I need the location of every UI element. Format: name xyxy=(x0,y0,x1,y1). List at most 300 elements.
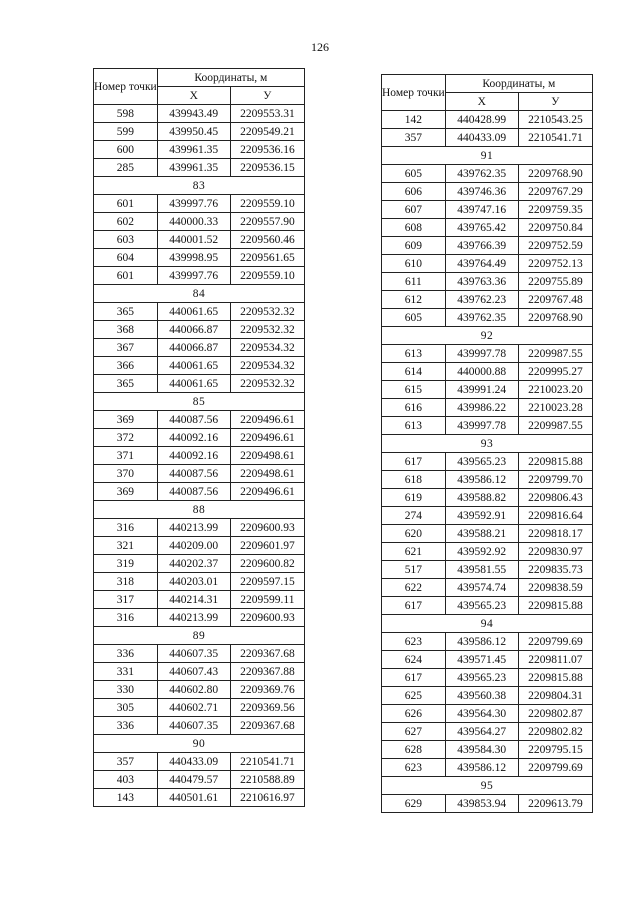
x-coordinate-cell: 439586.12 xyxy=(445,633,518,651)
group-row xyxy=(382,615,593,633)
point-number-cell: 598 xyxy=(94,105,158,123)
table-row xyxy=(94,105,305,123)
y-coordinate-cell: 2209560.46 xyxy=(230,231,304,249)
point-number-cell: 602 xyxy=(94,213,158,231)
table-row xyxy=(382,507,593,525)
table-row xyxy=(382,363,593,381)
header-y: У xyxy=(230,87,304,105)
x-coordinate-cell: 440066.87 xyxy=(157,339,230,357)
table-row xyxy=(94,195,305,213)
table-row xyxy=(382,489,593,507)
point-number-cell: 618 xyxy=(382,471,446,489)
x-coordinate-cell: 440203.01 xyxy=(157,573,230,591)
y-coordinate-cell: 2209752.59 xyxy=(518,237,592,255)
x-coordinate-cell: 439560.38 xyxy=(445,687,518,705)
y-coordinate-cell: 2209496.61 xyxy=(230,483,304,501)
point-number-cell: 371 xyxy=(94,447,158,465)
point-number-cell: 403 xyxy=(94,771,158,789)
y-coordinate-cell: 2209838.59 xyxy=(518,579,592,597)
header-x: X xyxy=(445,93,518,111)
y-coordinate-cell: 2210023.20 xyxy=(518,381,592,399)
point-number-cell: 616 xyxy=(382,399,446,417)
x-coordinate-cell: 439763.36 xyxy=(445,273,518,291)
y-coordinate-cell: 2209561.65 xyxy=(230,249,304,267)
x-coordinate-cell: 440061.65 xyxy=(157,357,230,375)
point-number-cell: 369 xyxy=(94,483,158,501)
table-row xyxy=(382,525,593,543)
x-coordinate-cell: 439588.21 xyxy=(445,525,518,543)
y-coordinate-cell: 2209536.15 xyxy=(230,159,304,177)
y-coordinate-cell: 2209799.70 xyxy=(518,471,592,489)
x-coordinate-cell: 439764.49 xyxy=(445,255,518,273)
x-coordinate-cell: 439997.78 xyxy=(445,417,518,435)
y-coordinate-cell: 2209498.61 xyxy=(230,447,304,465)
x-coordinate-cell: 440501.61 xyxy=(157,789,230,807)
table-row xyxy=(94,429,305,447)
table-row xyxy=(94,609,305,627)
table-row xyxy=(94,789,305,807)
point-number-cell: 336 xyxy=(94,645,158,663)
table-row xyxy=(382,687,593,705)
y-coordinate-cell: 2209987.55 xyxy=(518,417,592,435)
group-number: 94 xyxy=(382,615,593,633)
y-coordinate-cell: 2210543.25 xyxy=(518,111,592,129)
header-y: У xyxy=(518,93,592,111)
point-number-cell: 601 xyxy=(94,267,158,285)
point-number-cell: 316 xyxy=(94,519,158,537)
x-coordinate-cell: 440202.37 xyxy=(157,555,230,573)
table-row xyxy=(94,231,305,249)
y-coordinate-cell: 2209767.29 xyxy=(518,183,592,201)
y-coordinate-cell: 2209367.88 xyxy=(230,663,304,681)
point-number-cell: 274 xyxy=(382,507,446,525)
point-number-cell: 624 xyxy=(382,651,446,669)
x-coordinate-cell: 439565.23 xyxy=(445,597,518,615)
x-coordinate-cell: 439853.94 xyxy=(445,795,518,813)
x-coordinate-cell: 439762.35 xyxy=(445,165,518,183)
group-number: 83 xyxy=(94,177,305,195)
point-number-cell: 613 xyxy=(382,345,446,363)
x-coordinate-cell: 439961.35 xyxy=(157,159,230,177)
table-row xyxy=(382,453,593,471)
x-coordinate-cell: 440092.16 xyxy=(157,429,230,447)
x-coordinate-cell: 439581.55 xyxy=(445,561,518,579)
y-coordinate-cell: 2209799.69 xyxy=(518,633,592,651)
table-row xyxy=(94,483,305,501)
point-number-cell: 365 xyxy=(94,303,158,321)
point-number-cell: 607 xyxy=(382,201,446,219)
point-number-cell: 615 xyxy=(382,381,446,399)
y-coordinate-cell: 2209534.32 xyxy=(230,339,304,357)
group-number: 89 xyxy=(94,627,305,645)
point-number-cell: 627 xyxy=(382,723,446,741)
x-coordinate-cell: 439574.74 xyxy=(445,579,518,597)
table-row xyxy=(382,165,593,183)
point-number-cell: 623 xyxy=(382,759,446,777)
x-coordinate-cell: 439991.24 xyxy=(445,381,518,399)
x-coordinate-cell: 440213.99 xyxy=(157,609,230,627)
table-row xyxy=(94,537,305,555)
table-row xyxy=(382,543,593,561)
y-coordinate-cell: 2209369.56 xyxy=(230,699,304,717)
y-coordinate-cell: 2209795.15 xyxy=(518,741,592,759)
point-number-cell: 142 xyxy=(382,111,446,129)
y-coordinate-cell: 2209811.07 xyxy=(518,651,592,669)
point-number-cell: 622 xyxy=(382,579,446,597)
group-number: 90 xyxy=(94,735,305,753)
x-coordinate-cell: 439584.30 xyxy=(445,741,518,759)
point-number-cell: 612 xyxy=(382,291,446,309)
group-number: 84 xyxy=(94,285,305,303)
table-row xyxy=(94,753,305,771)
y-coordinate-cell: 2209369.76 xyxy=(230,681,304,699)
x-coordinate-cell: 440092.16 xyxy=(157,447,230,465)
point-number-cell: 357 xyxy=(382,129,446,147)
y-coordinate-cell: 2209750.84 xyxy=(518,219,592,237)
y-coordinate-cell: 2209987.55 xyxy=(518,345,592,363)
point-number-cell: 367 xyxy=(94,339,158,357)
table-row xyxy=(94,213,305,231)
group-row xyxy=(382,777,593,795)
point-number-cell: 365 xyxy=(94,375,158,393)
x-coordinate-cell: 439997.76 xyxy=(157,267,230,285)
coordinates-table-left xyxy=(93,68,305,807)
table-row xyxy=(94,717,305,735)
x-coordinate-cell: 439943.49 xyxy=(157,105,230,123)
y-coordinate-cell: 2209752.13 xyxy=(518,255,592,273)
x-coordinate-cell: 439564.30 xyxy=(445,705,518,723)
table-row xyxy=(382,399,593,417)
table-row xyxy=(94,267,305,285)
x-coordinate-cell: 439765.42 xyxy=(445,219,518,237)
table-row xyxy=(382,561,593,579)
x-coordinate-cell: 439766.39 xyxy=(445,237,518,255)
y-coordinate-cell: 2209816.64 xyxy=(518,507,592,525)
point-number-cell: 605 xyxy=(382,165,446,183)
table-row xyxy=(94,249,305,267)
x-coordinate-cell: 440602.71 xyxy=(157,699,230,717)
x-coordinate-cell: 439592.92 xyxy=(445,543,518,561)
y-coordinate-cell: 2209600.93 xyxy=(230,519,304,537)
x-coordinate-cell: 440214.31 xyxy=(157,591,230,609)
table-body-right xyxy=(382,111,593,813)
y-coordinate-cell: 2210588.89 xyxy=(230,771,304,789)
y-coordinate-cell: 2209549.21 xyxy=(230,123,304,141)
y-coordinate-cell: 2209815.88 xyxy=(518,669,592,687)
x-coordinate-cell: 439588.82 xyxy=(445,489,518,507)
x-coordinate-cell: 439565.23 xyxy=(445,669,518,687)
point-number-cell: 372 xyxy=(94,429,158,447)
group-row xyxy=(94,285,305,303)
point-number-cell: 613 xyxy=(382,417,446,435)
table-row xyxy=(382,741,593,759)
y-coordinate-cell: 2209559.10 xyxy=(230,195,304,213)
point-number-cell: 331 xyxy=(94,663,158,681)
point-number-cell: 608 xyxy=(382,219,446,237)
point-number-cell: 370 xyxy=(94,465,158,483)
x-coordinate-cell: 439592.91 xyxy=(445,507,518,525)
x-coordinate-cell: 439997.78 xyxy=(445,345,518,363)
table-row xyxy=(94,339,305,357)
table-row xyxy=(382,471,593,489)
point-number-cell: 604 xyxy=(94,249,158,267)
point-number-cell: 617 xyxy=(382,453,446,471)
x-coordinate-cell: 440479.57 xyxy=(157,771,230,789)
y-coordinate-cell: 2209599.11 xyxy=(230,591,304,609)
table-row xyxy=(94,663,305,681)
y-coordinate-cell: 2209601.97 xyxy=(230,537,304,555)
table-row xyxy=(94,681,305,699)
y-coordinate-cell: 2209830.97 xyxy=(518,543,592,561)
table-row xyxy=(94,771,305,789)
y-coordinate-cell: 2209804.31 xyxy=(518,687,592,705)
x-coordinate-cell: 439986.22 xyxy=(445,399,518,417)
table-row xyxy=(94,447,305,465)
table-row xyxy=(382,723,593,741)
group-number: 88 xyxy=(94,501,305,519)
y-coordinate-cell: 2209759.35 xyxy=(518,201,592,219)
table-row xyxy=(94,573,305,591)
y-coordinate-cell: 2209496.61 xyxy=(230,429,304,447)
point-number-cell: 143 xyxy=(94,789,158,807)
point-number-cell: 619 xyxy=(382,489,446,507)
point-number-cell: 617 xyxy=(382,669,446,687)
header-x: X xyxy=(157,87,230,105)
y-coordinate-cell: 2209613.79 xyxy=(518,795,592,813)
x-coordinate-cell: 440607.35 xyxy=(157,645,230,663)
group-row xyxy=(382,147,593,165)
point-number-cell: 599 xyxy=(94,123,158,141)
table-row xyxy=(382,111,593,129)
y-coordinate-cell: 2209818.17 xyxy=(518,525,592,543)
x-coordinate-cell: 440607.43 xyxy=(157,663,230,681)
header-point-number: Номер точки xyxy=(94,69,158,105)
y-coordinate-cell: 2209532.32 xyxy=(230,375,304,393)
y-coordinate-cell: 2210616.97 xyxy=(230,789,304,807)
x-coordinate-cell: 439762.35 xyxy=(445,309,518,327)
y-coordinate-cell: 2210541.71 xyxy=(230,753,304,771)
table-row xyxy=(382,129,593,147)
point-number-cell: 614 xyxy=(382,363,446,381)
table-row xyxy=(94,465,305,483)
y-coordinate-cell: 2209806.43 xyxy=(518,489,592,507)
point-number-cell: 318 xyxy=(94,573,158,591)
x-coordinate-cell: 440001.52 xyxy=(157,231,230,249)
table-row xyxy=(382,381,593,399)
x-coordinate-cell: 440087.56 xyxy=(157,465,230,483)
y-coordinate-cell: 2209799.69 xyxy=(518,759,592,777)
x-coordinate-cell: 439997.76 xyxy=(157,195,230,213)
table-row xyxy=(94,645,305,663)
table-row xyxy=(94,375,305,393)
point-number-cell: 621 xyxy=(382,543,446,561)
x-coordinate-cell: 439564.27 xyxy=(445,723,518,741)
table-row xyxy=(94,699,305,717)
y-coordinate-cell: 2209767.48 xyxy=(518,291,592,309)
x-coordinate-cell: 440061.65 xyxy=(157,303,230,321)
group-row xyxy=(94,393,305,411)
point-number-cell: 610 xyxy=(382,255,446,273)
table-row xyxy=(382,219,593,237)
group-number: 93 xyxy=(382,435,593,453)
point-number-cell: 305 xyxy=(94,699,158,717)
header-coordinates: Координаты, м xyxy=(445,75,592,93)
y-coordinate-cell: 2209600.82 xyxy=(230,555,304,573)
point-number-cell: 336 xyxy=(94,717,158,735)
table-row xyxy=(94,303,305,321)
y-coordinate-cell: 2209534.32 xyxy=(230,357,304,375)
point-number-cell: 623 xyxy=(382,633,446,651)
table-row xyxy=(382,705,593,723)
y-coordinate-cell: 2209367.68 xyxy=(230,717,304,735)
point-number-cell: 617 xyxy=(382,597,446,615)
point-number-cell: 317 xyxy=(94,591,158,609)
point-number-cell: 606 xyxy=(382,183,446,201)
y-coordinate-cell: 2209496.61 xyxy=(230,411,304,429)
x-coordinate-cell: 440000.88 xyxy=(445,363,518,381)
x-coordinate-cell: 439565.23 xyxy=(445,453,518,471)
table-row xyxy=(382,237,593,255)
point-number-cell: 330 xyxy=(94,681,158,699)
table-row xyxy=(94,357,305,375)
x-coordinate-cell: 439998.95 xyxy=(157,249,230,267)
table-row xyxy=(382,651,593,669)
group-row xyxy=(382,435,593,453)
point-number-cell: 611 xyxy=(382,273,446,291)
point-number-cell: 319 xyxy=(94,555,158,573)
table-row xyxy=(382,633,593,651)
y-coordinate-cell: 2209995.27 xyxy=(518,363,592,381)
x-coordinate-cell: 440087.56 xyxy=(157,483,230,501)
point-number-cell: 601 xyxy=(94,195,158,213)
point-number-cell: 366 xyxy=(94,357,158,375)
page-number: 126 xyxy=(311,40,329,54)
x-coordinate-cell: 439950.45 xyxy=(157,123,230,141)
point-number-cell: 605 xyxy=(382,309,446,327)
y-coordinate-cell: 2209802.82 xyxy=(518,723,592,741)
point-number-cell: 626 xyxy=(382,705,446,723)
y-coordinate-cell: 2209536.16 xyxy=(230,141,304,159)
table-row xyxy=(382,255,593,273)
table-row xyxy=(382,201,593,219)
table-row xyxy=(382,309,593,327)
group-number: 95 xyxy=(382,777,593,795)
y-coordinate-cell: 2209815.88 xyxy=(518,597,592,615)
x-coordinate-cell: 440602.80 xyxy=(157,681,230,699)
group-number: 85 xyxy=(94,393,305,411)
point-number-cell: 517 xyxy=(382,561,446,579)
point-number-cell: 625 xyxy=(382,687,446,705)
point-number-cell: 368 xyxy=(94,321,158,339)
x-coordinate-cell: 440433.09 xyxy=(445,129,518,147)
y-coordinate-cell: 2209600.93 xyxy=(230,609,304,627)
x-coordinate-cell: 439747.16 xyxy=(445,201,518,219)
x-coordinate-cell: 440087.56 xyxy=(157,411,230,429)
group-row xyxy=(94,501,305,519)
table-row xyxy=(94,159,305,177)
x-coordinate-cell: 440209.00 xyxy=(157,537,230,555)
x-coordinate-cell: 440428.99 xyxy=(445,111,518,129)
table-row xyxy=(94,321,305,339)
y-coordinate-cell: 2209553.31 xyxy=(230,105,304,123)
group-row xyxy=(382,327,593,345)
table-row xyxy=(94,411,305,429)
group-number: 91 xyxy=(382,147,593,165)
y-coordinate-cell: 2209367.68 xyxy=(230,645,304,663)
table-row xyxy=(382,417,593,435)
x-coordinate-cell: 440061.65 xyxy=(157,375,230,393)
x-coordinate-cell: 440433.09 xyxy=(157,753,230,771)
header-point-number: Номер точки xyxy=(382,75,446,111)
table-row xyxy=(382,273,593,291)
table-row xyxy=(94,555,305,573)
group-row xyxy=(94,177,305,195)
point-number-cell: 629 xyxy=(382,795,446,813)
table-row xyxy=(94,123,305,141)
x-coordinate-cell: 440000.33 xyxy=(157,213,230,231)
y-coordinate-cell: 2209559.10 xyxy=(230,267,304,285)
point-number-cell: 357 xyxy=(94,753,158,771)
y-coordinate-cell: 2209532.32 xyxy=(230,321,304,339)
x-coordinate-cell: 439961.35 xyxy=(157,141,230,159)
table-body-left xyxy=(94,105,305,807)
table-row xyxy=(382,579,593,597)
y-coordinate-cell: 2209815.88 xyxy=(518,453,592,471)
point-number-cell: 609 xyxy=(382,237,446,255)
group-number: 92 xyxy=(382,327,593,345)
table-row xyxy=(94,591,305,609)
y-coordinate-cell: 2209802.87 xyxy=(518,705,592,723)
y-coordinate-cell: 2209557.90 xyxy=(230,213,304,231)
y-coordinate-cell: 2209768.90 xyxy=(518,165,592,183)
y-coordinate-cell: 2210541.71 xyxy=(518,129,592,147)
x-coordinate-cell: 440213.99 xyxy=(157,519,230,537)
table-row xyxy=(382,759,593,777)
point-number-cell: 369 xyxy=(94,411,158,429)
table-row xyxy=(94,519,305,537)
table-row xyxy=(382,183,593,201)
table-row xyxy=(382,291,593,309)
x-coordinate-cell: 439586.12 xyxy=(445,471,518,489)
x-coordinate-cell: 440607.35 xyxy=(157,717,230,735)
x-coordinate-cell: 440066.87 xyxy=(157,321,230,339)
x-coordinate-cell: 439762.23 xyxy=(445,291,518,309)
table-row xyxy=(382,669,593,687)
y-coordinate-cell: 2209755.89 xyxy=(518,273,592,291)
point-number-cell: 628 xyxy=(382,741,446,759)
table-row xyxy=(382,597,593,615)
y-coordinate-cell: 2209768.90 xyxy=(518,309,592,327)
point-number-cell: 285 xyxy=(94,159,158,177)
point-number-cell: 600 xyxy=(94,141,158,159)
coordinates-table-right xyxy=(381,74,593,813)
y-coordinate-cell: 2209498.61 xyxy=(230,465,304,483)
y-coordinate-cell: 2209532.32 xyxy=(230,303,304,321)
group-row xyxy=(94,627,305,645)
point-number-cell: 316 xyxy=(94,609,158,627)
x-coordinate-cell: 439746.36 xyxy=(445,183,518,201)
group-row xyxy=(94,735,305,753)
point-number-cell: 620 xyxy=(382,525,446,543)
point-number-cell: 603 xyxy=(94,231,158,249)
y-coordinate-cell: 2209597.15 xyxy=(230,573,304,591)
x-coordinate-cell: 439586.12 xyxy=(445,759,518,777)
table-row xyxy=(382,345,593,363)
table-row xyxy=(94,141,305,159)
header-coordinates: Координаты, м xyxy=(157,69,304,87)
y-coordinate-cell: 2210023.28 xyxy=(518,399,592,417)
y-coordinate-cell: 2209835.73 xyxy=(518,561,592,579)
